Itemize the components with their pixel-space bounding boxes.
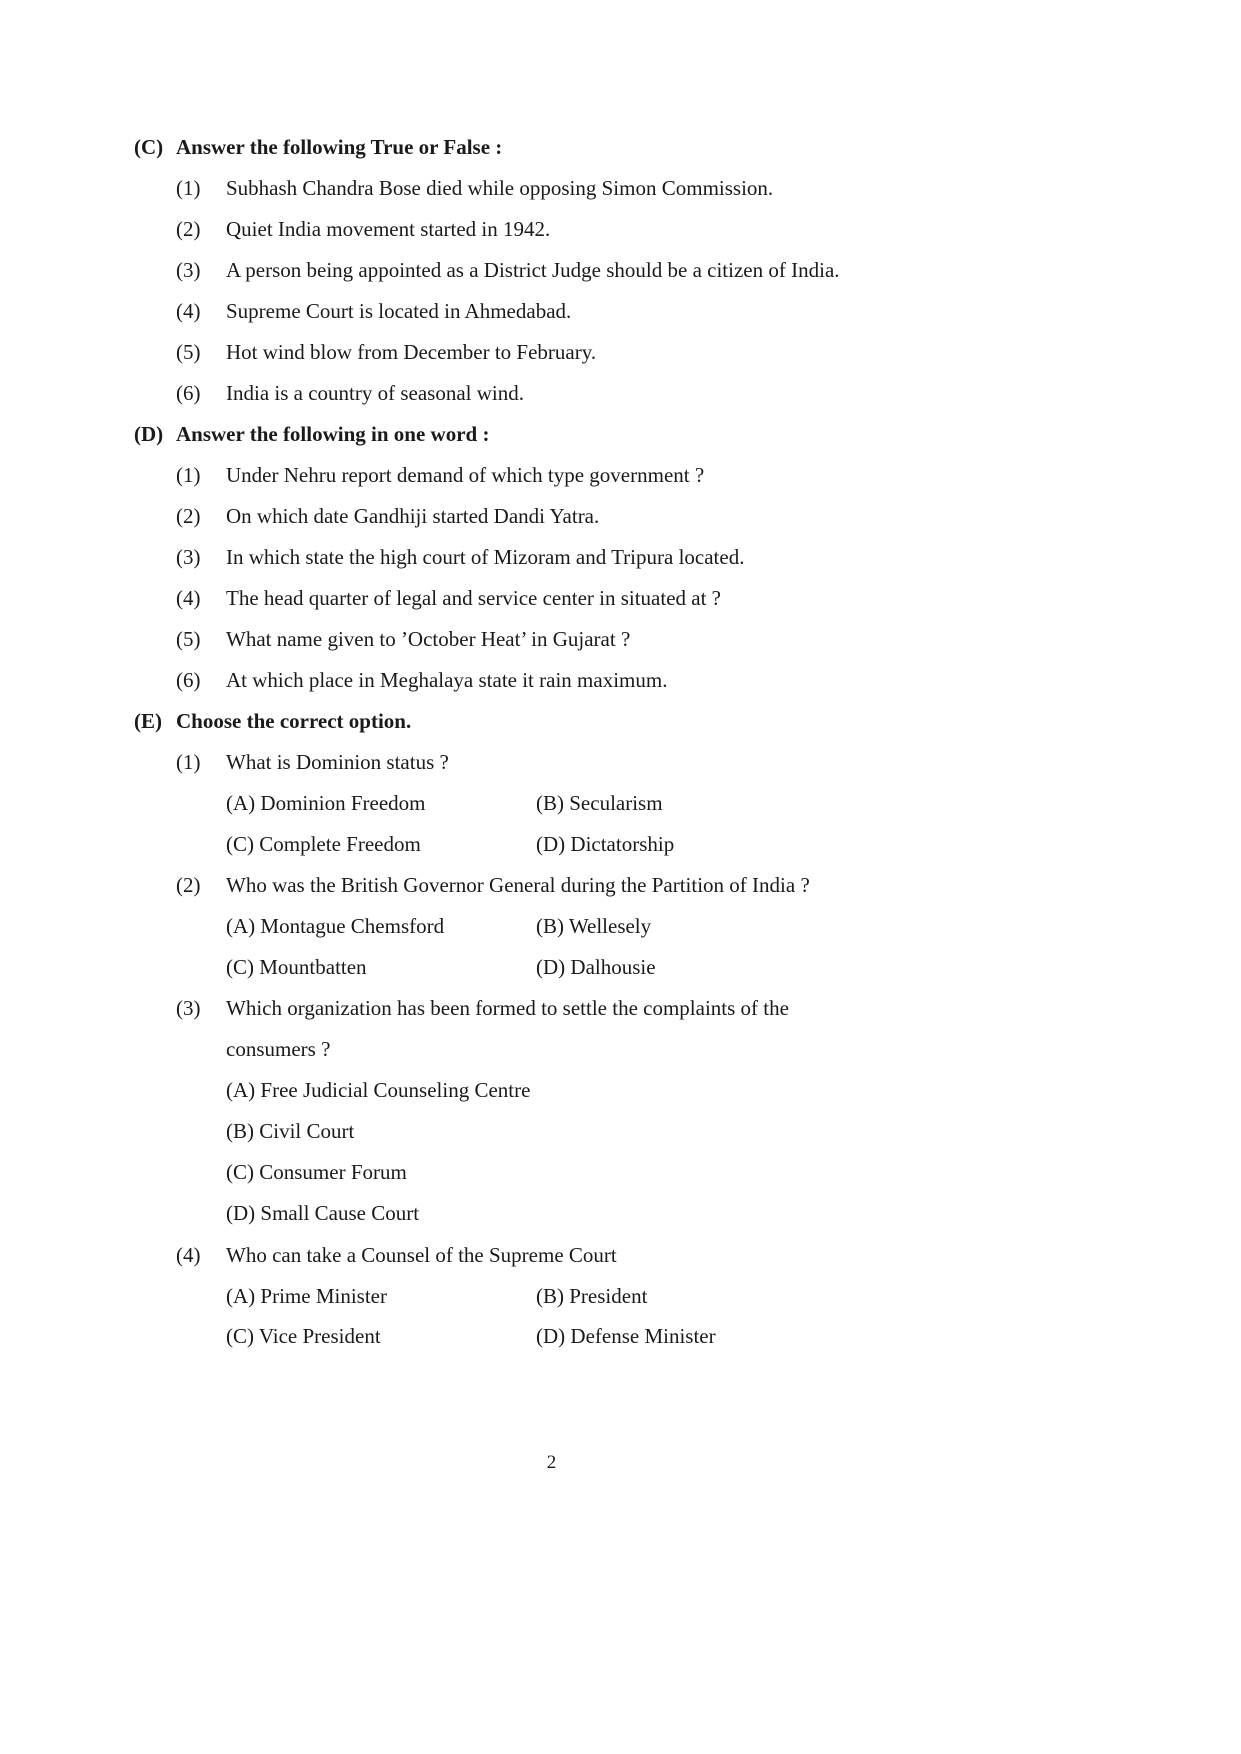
option-b: (B) Civil Court (226, 1119, 355, 1143)
option-a: (A) Free Judicial Counseling Centre (226, 1078, 531, 1102)
section-c-item-number: (6) (176, 381, 201, 405)
section-c-item-text: Subhash Chandra Bose died while opposing Simon Commission. (226, 176, 774, 200)
question-number: (2) (176, 873, 201, 897)
section-c-item-number: (1) (176, 176, 201, 200)
section-c-item-text: A person being appointed as a District Judge should be a citizen of India. (226, 258, 840, 282)
question-number: (4) (176, 1243, 201, 1267)
section-c-item-number: (2) (176, 217, 201, 241)
section-d-item-text: The head quarter of legal and service center in situated at ? (226, 586, 722, 610)
option-a: (A) Montague Chemsford (226, 914, 445, 938)
question-text: Which organization has been formed to settle the complaints of the (226, 996, 789, 1020)
section-e-letter: (E) (134, 709, 162, 733)
option-d: (D) Dictatorship (536, 832, 675, 856)
section-c-item-text: Quiet India movement started in 1942. (226, 217, 551, 241)
question-number: (1) (176, 750, 201, 774)
section-e-title: Choose the correct option. (176, 709, 412, 733)
question-number: (3) (176, 996, 201, 1020)
option-a: (A) Dominion Freedom (226, 791, 426, 815)
section-d-item-number: (1) (176, 463, 201, 487)
section-d-item-text: In which state the high court of Mizoram and Tripura located. (226, 545, 745, 569)
section-d-letter: (D) (134, 422, 164, 446)
section-c-item-number: (3) (176, 258, 201, 282)
option-c: (C) Complete Freedom (226, 832, 421, 856)
question-text: Who can take a Counsel of the Supreme Court (226, 1243, 617, 1267)
option-b: (B) Wellesely (536, 914, 652, 938)
section-d-item-number: (4) (176, 586, 201, 610)
question-text: Who was the British Governor General during the Partition of India ? (226, 873, 810, 897)
page-number: 2 (546, 1452, 557, 1473)
option-c: (C) Mountbatten (226, 955, 367, 979)
question-text-continued: consumers ? (226, 1037, 331, 1061)
section-d-title: Answer the following in one word : (176, 422, 490, 446)
section-c-letter: (C) (134, 135, 164, 159)
section-d-item-number: (5) (176, 627, 201, 651)
option-a: (A) Prime Minister (226, 1284, 387, 1308)
section-d-item-text: Under Nehru report demand of which type government ? (226, 463, 705, 487)
question-text: What is Dominion status ? (226, 750, 449, 774)
section-d-item-number: (2) (176, 504, 201, 528)
option-d: (D) Defense Minister (536, 1324, 716, 1348)
section-c-item-text: Supreme Court is located in Ahmedabad. (226, 299, 572, 323)
option-d: (D) Dalhousie (536, 955, 656, 979)
option-b: (B) Secularism (536, 791, 663, 815)
section-d-item-number: (6) (176, 668, 201, 692)
section-c-item-text: India is a country of seasonal wind. (226, 381, 525, 405)
section-d-item-text: On which date Gandhiji started Dandi Yatra. (226, 504, 600, 528)
option-b: (B) President (536, 1284, 648, 1308)
option-c: (C) Vice President (226, 1324, 381, 1348)
option-d: (D) Small Cause Court (226, 1201, 420, 1225)
section-d-item-text: At which place in Meghalaya state it rain maximum. (226, 668, 668, 692)
section-d-item-number: (3) (176, 545, 201, 569)
option-c: (C) Consumer Forum (226, 1160, 407, 1184)
section-c-item-number: (5) (176, 340, 201, 364)
section-c-title: Answer the following True or False : (176, 135, 503, 159)
section-c-item-number: (4) (176, 299, 201, 323)
section-d-item-text: What name given to ’October Heat’ in Gujarat ? (226, 627, 631, 651)
section-c-item-text: Hot wind blow from December to February. (226, 340, 597, 364)
